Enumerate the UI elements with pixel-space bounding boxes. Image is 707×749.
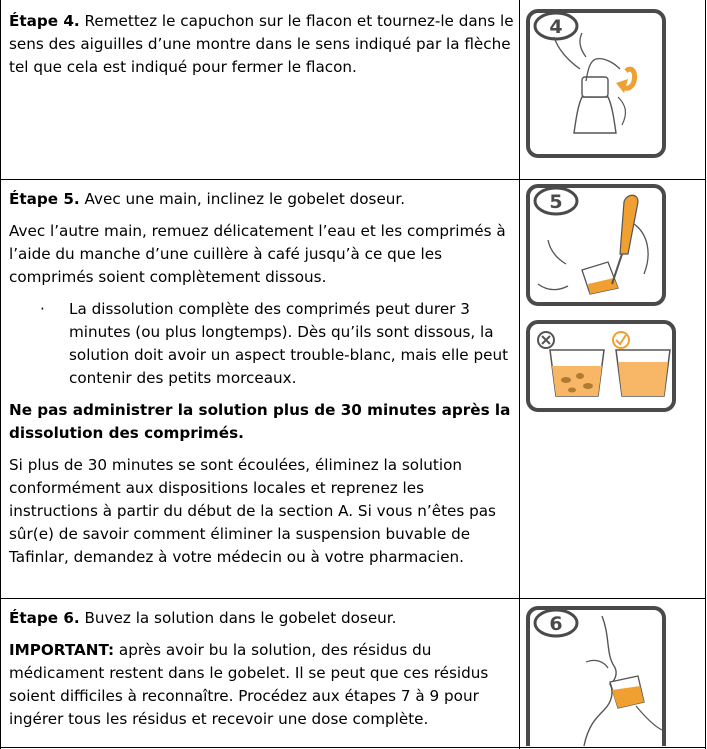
step-5-text: Avec une main, inclinez le gobelet doseur. — [79, 190, 406, 208]
step-5-bullet — [9, 298, 516, 390]
check-icon — [613, 332, 629, 348]
step-6-number: 6 — [549, 613, 563, 635]
step-4-illustration — [526, 9, 676, 161]
step-4-text-cell — [9, 10, 516, 79]
table-border-left — [0, 0, 1, 749]
cross-icon — [538, 332, 554, 348]
table-border-bottom — [0, 747, 706, 748]
row-divider-1 — [0, 179, 706, 180]
dissolution-comparison-illustration — [526, 320, 681, 415]
step-4-number: 4 — [549, 16, 563, 38]
table-border-right — [705, 0, 706, 749]
step-6-text: Buvez la solution dans le gobelet doseur. — [79, 609, 397, 627]
undissolved-cup — [550, 350, 604, 396]
step-6-text-cell — [9, 607, 516, 731]
step-5-disposal-paragraph: Si plus de 30 minutes se sont écoulées, éliminez la solution conformément aux dispositions locales et reprenez les instructions à partir du début de la section A. Si vous n’êtes pas sûr(e) de savoir comment éliminer la suspension buvable de Tafinlar, demandez à votre médecin ou à votre pharmacien. — [9, 456, 496, 566]
bullet-mark: · — [40, 300, 45, 318]
step-6-illustration — [526, 606, 676, 746]
step-number-badge — [535, 610, 577, 636]
row-divider-2 — [0, 598, 706, 599]
important-label: IMPORTANT: — [9, 641, 115, 659]
step-5-illustration — [526, 184, 676, 309]
step-6-label: Étape 6. — [9, 609, 80, 627]
step-number-badge — [535, 188, 577, 214]
step-5-number: 5 — [549, 191, 563, 213]
step-number-badge — [535, 13, 577, 39]
column-divider — [519, 0, 520, 749]
important-text: après avoir bu la solution, des résidus du médicament restent dans le gobelet. Il se peut que ces résidus soient difficiles à reconnaître. Procédez aux étapes 7 à 9 pour ingérer tous les résidus et recevoir une dose complète. — [9, 641, 489, 728]
step-5-warning: Ne pas administrer la solution plus de 30 minutes après la dissolution des comprimés. — [9, 401, 511, 442]
step-5-text-cell — [9, 188, 516, 569]
step-4-text: Remettez le capuchon sur le flacon et tournez-le dans le sens des aiguilles d’une montre dans le sens indiqué par la flèche tel que cela est indiqué pour fermer le flacon. — [9, 12, 514, 76]
dissolved-cup — [616, 350, 670, 396]
step-5-label: Étape 5. — [9, 190, 80, 208]
step-5-bullet-text: La dissolution complète des comprimés peut durer 3 minutes (ou plus longtemps). Dès qu’ils sont dissous, la solution doit avoir un aspect trouble-blanc, mais elle peut contenir des petits morceaux. — [69, 300, 509, 387]
step-4-label: Étape 4. — [9, 12, 80, 30]
step-5-paragraph: Avec l’autre main, remuez délicatement l’eau et les comprimés à l’aide du manche d’une cuillère à café jusqu’à ce que les comprimés soient complètement dissous. — [9, 222, 506, 286]
